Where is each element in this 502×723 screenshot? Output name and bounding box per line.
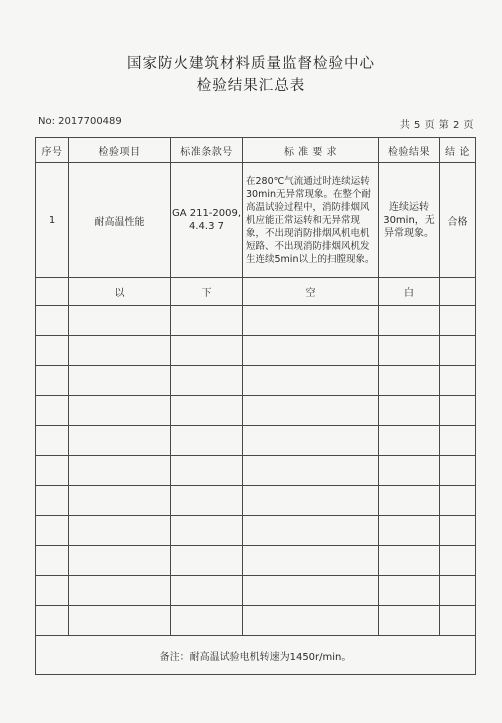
column-header: 标 准 要 求	[243, 138, 379, 163]
cell-clause: GA 211-2009, 4.4.3 7	[171, 163, 243, 278]
empty-row	[36, 306, 476, 336]
cell-result: 连续运转30min，无异常现象。	[379, 163, 440, 278]
cell-requirement: 在280℃气流通过时连续运转30min无异常现象。在整个耐高温试验过程中，消防排烟风机应能正常运转和无异常现象，不出现消防排烟风机电机短路、不出现消防排烟风机发生连续5min以上的扫膛现象。	[243, 163, 379, 278]
empty-row	[36, 456, 476, 486]
column-header: 检验结果	[379, 138, 440, 163]
page-subtitle: 检验结果汇总表	[196, 78, 306, 94]
footer-note: 备注：耐高温试验电机转速为1450r/min。	[36, 636, 476, 675]
empty-row	[36, 426, 476, 456]
empty-row	[36, 546, 476, 576]
empty-row	[36, 516, 476, 546]
blank-marker-char: 以	[69, 278, 171, 306]
empty-row	[36, 336, 476, 366]
cell-item: 耐高温性能	[69, 163, 171, 278]
results-table	[35, 137, 476, 675]
cell-number: 1	[36, 163, 69, 278]
cell-conclusion: 合格	[440, 163, 476, 278]
blank-marker-row	[36, 278, 476, 306]
report-number: No: 2017700489	[38, 116, 122, 127]
table-header-row	[36, 138, 476, 163]
table-row	[36, 163, 476, 278]
column-header: 检验项目	[69, 138, 171, 163]
column-header: 结 论	[440, 138, 476, 163]
empty-row	[36, 396, 476, 426]
empty-row	[36, 366, 476, 396]
blank-marker-char: 白	[379, 278, 440, 306]
page-title: 国家防火建筑材料质量监督检验中心	[127, 56, 375, 72]
empty-row	[36, 606, 476, 636]
footer-note-row	[36, 636, 476, 675]
blank-marker-char: 下	[171, 278, 243, 306]
column-header: 序号	[36, 138, 69, 163]
blank-marker-char: 空	[243, 278, 379, 306]
empty-row	[36, 576, 476, 606]
column-header: 标准条款号	[171, 138, 243, 163]
empty-row	[36, 486, 476, 516]
page-count: 共 5 页 第 2 页	[399, 120, 474, 131]
